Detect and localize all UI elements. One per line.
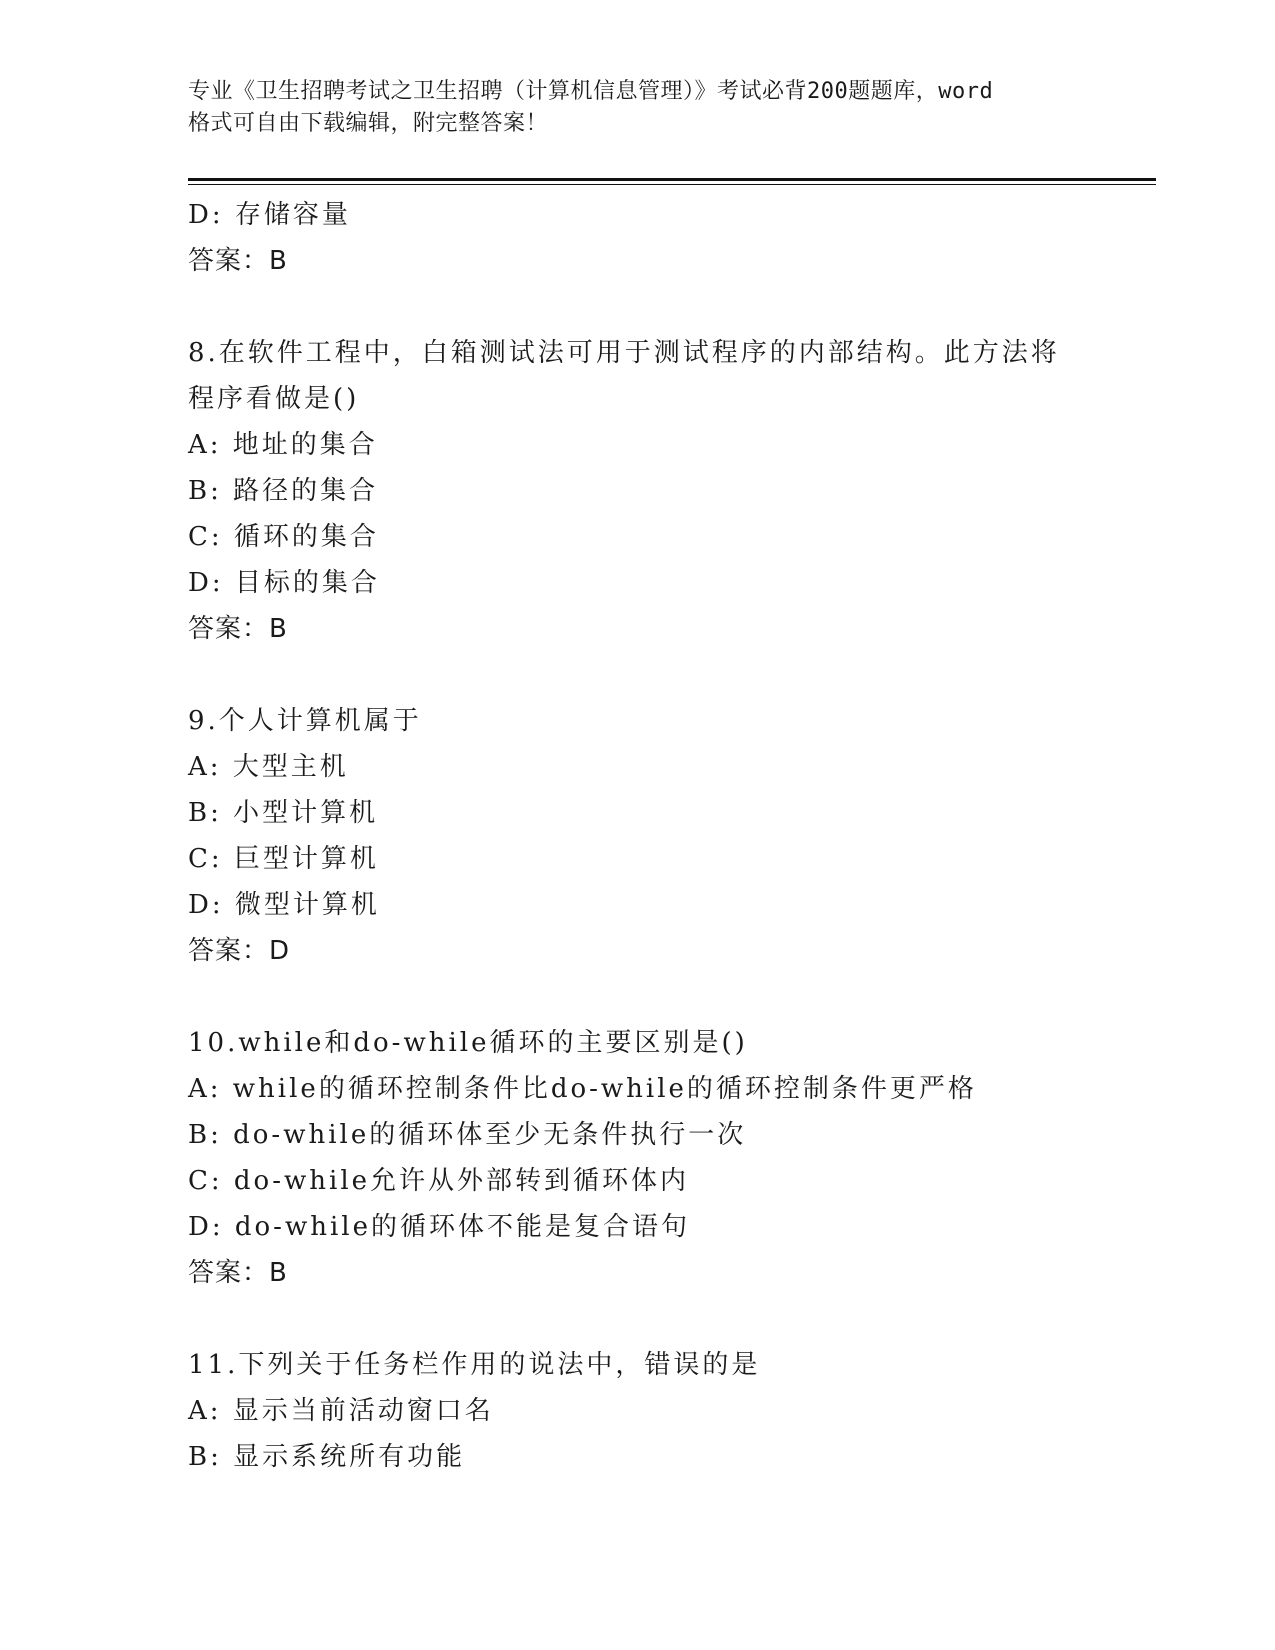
question-stem: 8.在软件工程中，白箱测试法可用于测试程序的内部结构。此方法将 bbox=[188, 338, 1060, 368]
answer-line: 答案：D bbox=[188, 936, 291, 966]
answer-line: 答案：B bbox=[188, 1258, 288, 1288]
option-b: B: 小型计算机 bbox=[188, 798, 379, 828]
option-a: A: while的循环控制条件比do-while的循环控制条件更严格 bbox=[188, 1074, 977, 1104]
question-9 bbox=[188, 698, 1148, 974]
answer-line: 答案：B bbox=[188, 614, 288, 644]
question-8 bbox=[188, 330, 1148, 652]
option-c: C: 循环的集合 bbox=[188, 522, 379, 552]
spacer bbox=[188, 1296, 1148, 1342]
header-divider-thin bbox=[188, 184, 1156, 185]
option-b: B: 路径的集合 bbox=[188, 476, 379, 506]
document-header bbox=[188, 76, 1088, 140]
question-stem: 11.下列关于任务栏作用的说法中，错误的是 bbox=[188, 1350, 761, 1380]
question-stem: 10.while和do-while循环的主要区别是() bbox=[188, 1028, 748, 1058]
option-c: C: 巨型计算机 bbox=[188, 844, 379, 874]
option-a: A: 地址的集合 bbox=[188, 430, 378, 460]
header-line-1: 专业《卫生招聘考试之卫生招聘（计算机信息管理）》考试必背200题题库，word bbox=[188, 79, 994, 104]
option-b: B: 显示系统所有功能 bbox=[188, 1442, 466, 1472]
spacer bbox=[188, 974, 1148, 1020]
header-divider-thick bbox=[188, 178, 1156, 181]
question-stem-continued: 程序看做是() bbox=[188, 384, 360, 414]
question-list bbox=[188, 192, 1148, 1480]
option-a: A: 显示当前活动窗口名 bbox=[188, 1396, 494, 1426]
option-d: D: 微型计算机 bbox=[188, 890, 380, 920]
option-d: D: 存储容量 bbox=[188, 200, 351, 230]
option-b: B: do-while的循环体至少无条件执行一次 bbox=[188, 1120, 747, 1150]
spacer bbox=[188, 284, 1148, 330]
option-d: D: do-while的循环体不能是复合语句 bbox=[188, 1212, 690, 1242]
question-10 bbox=[188, 1020, 1148, 1296]
question-stem: 9.个人计算机属于 bbox=[188, 706, 422, 736]
spacer bbox=[188, 652, 1148, 698]
question-11 bbox=[188, 1342, 1148, 1480]
answer-line: 答案：B bbox=[188, 246, 288, 276]
option-d: D: 目标的集合 bbox=[188, 568, 380, 598]
question-7-tail bbox=[188, 192, 1148, 284]
option-c: C: do-while允许从外部转到循环体内 bbox=[188, 1166, 690, 1196]
option-a: A: 大型主机 bbox=[188, 752, 349, 782]
header-line-2: 格式可自由下载编辑，附完整答案！ bbox=[188, 111, 549, 136]
